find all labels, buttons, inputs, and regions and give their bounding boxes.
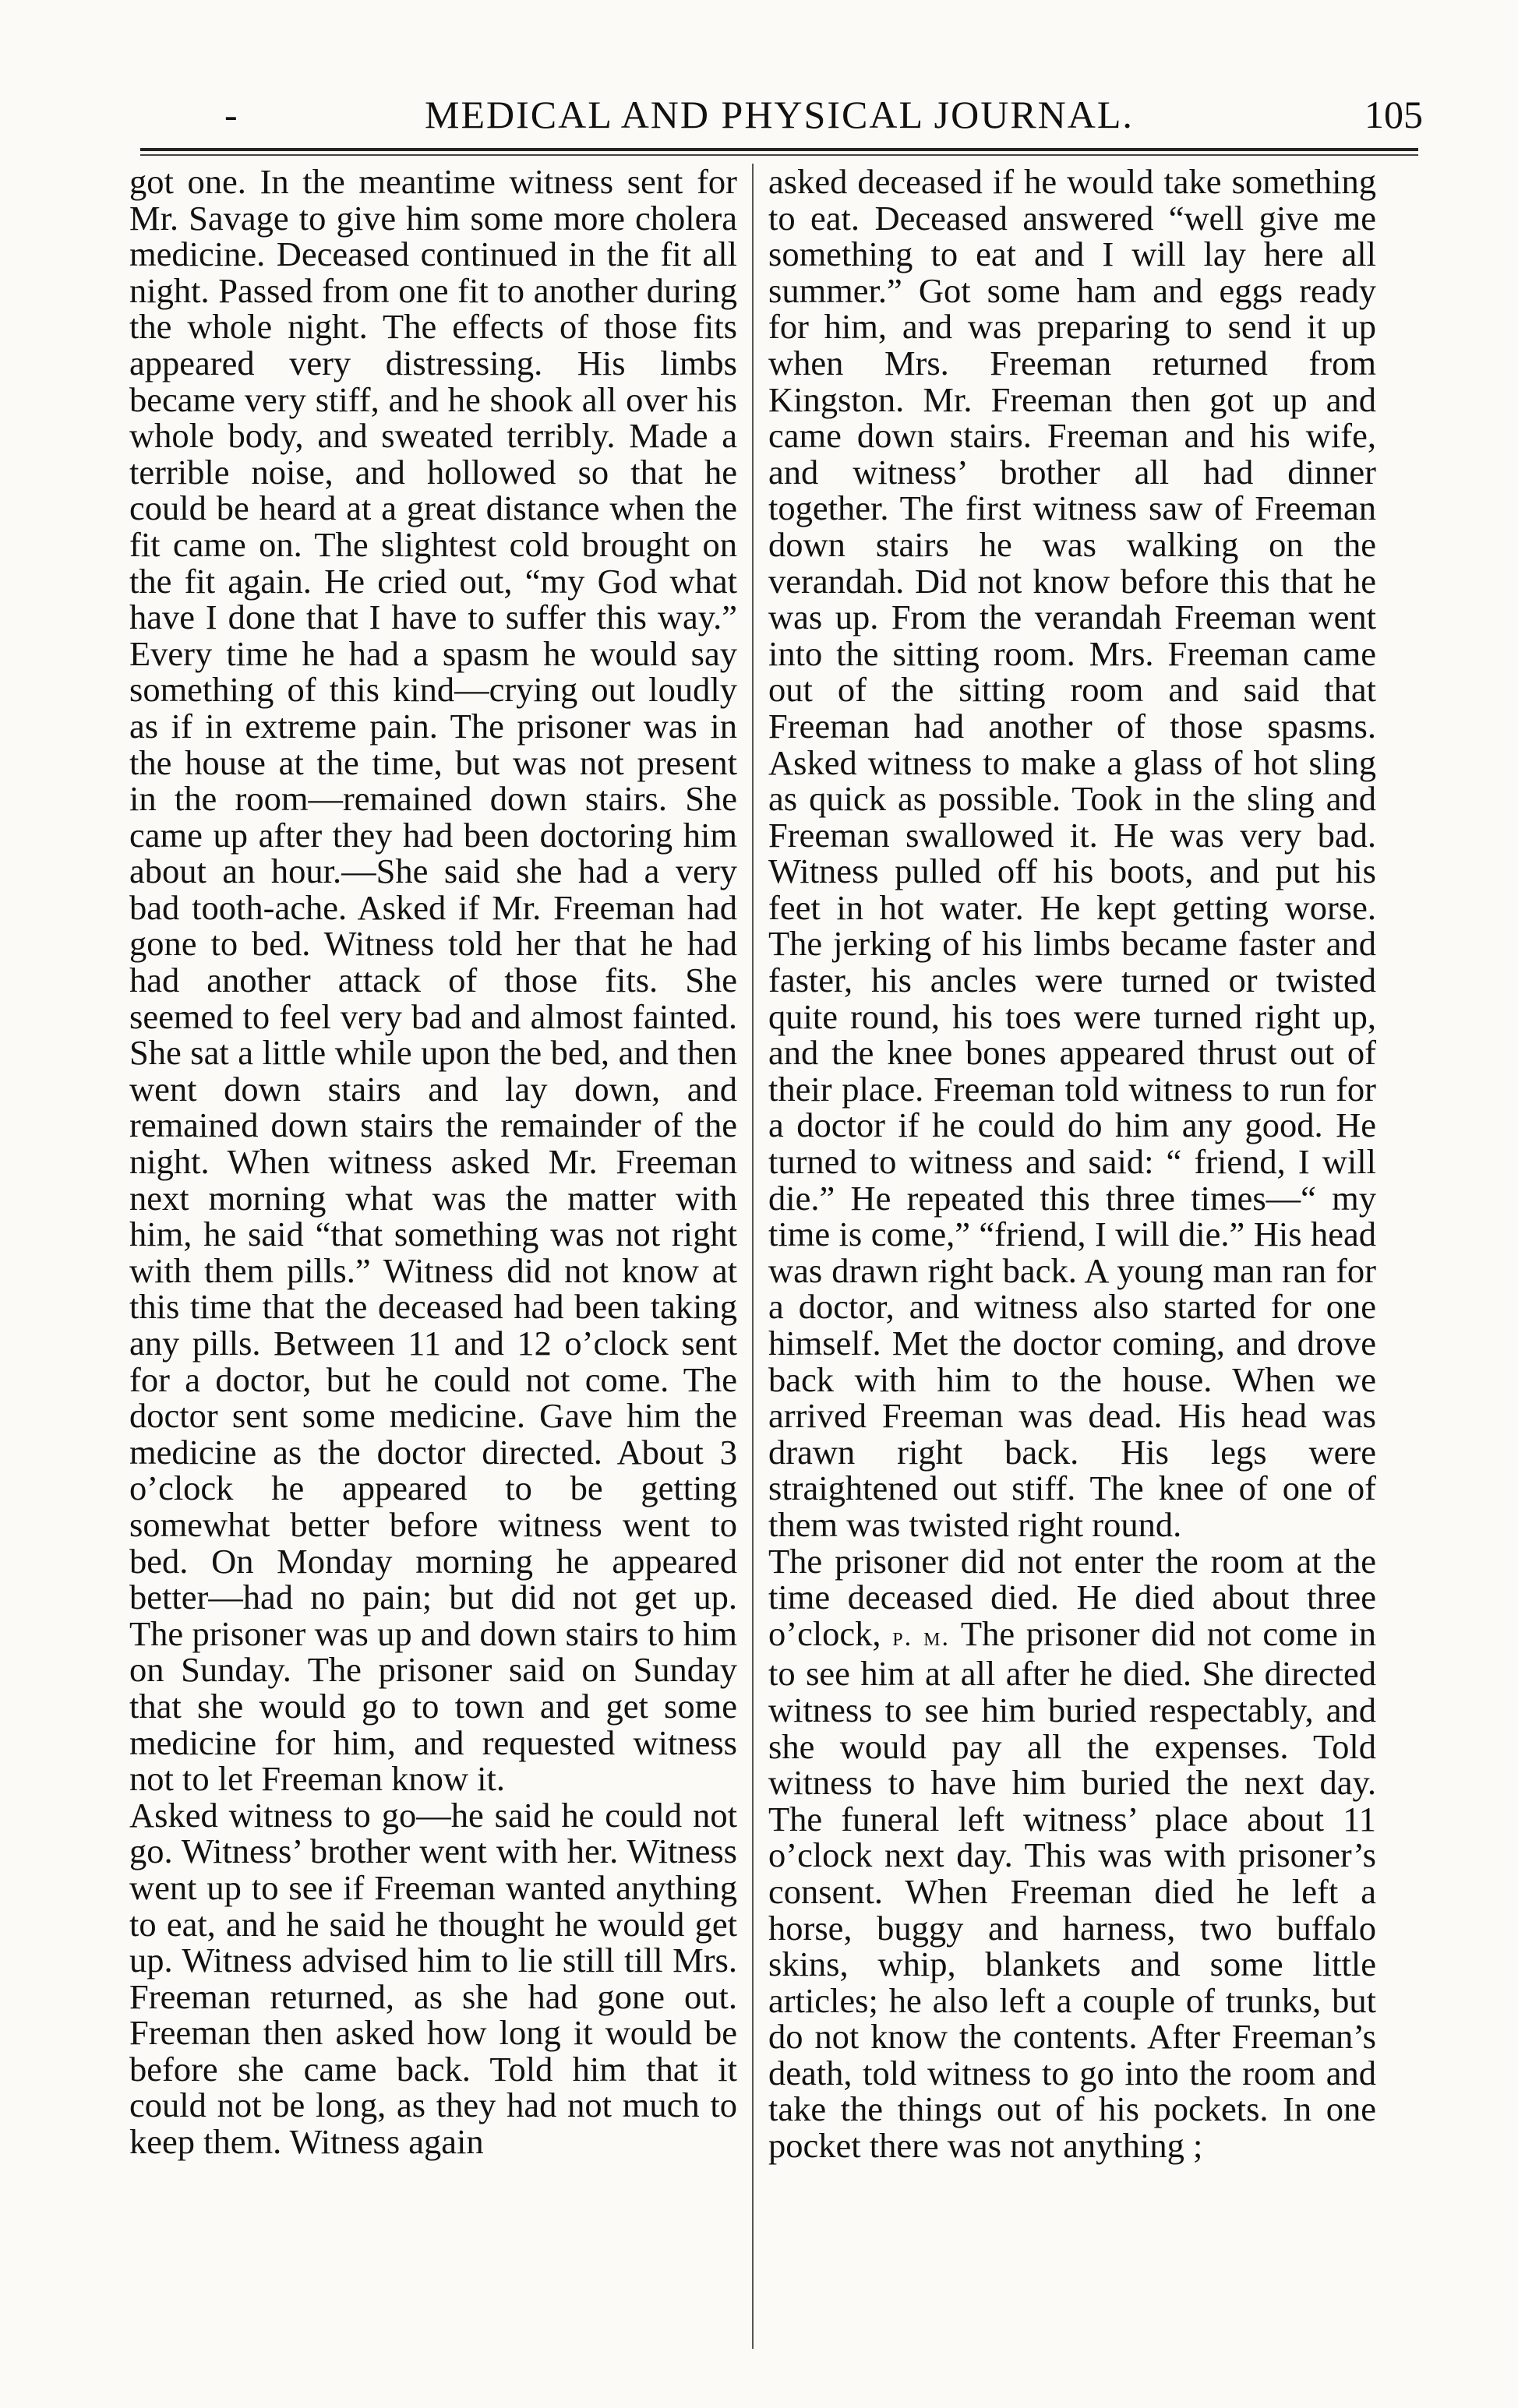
header-dash: - (224, 93, 238, 136)
right-paragraph-2-end: The prisoner did not come in to see him at all after he died. She directed witness to see him buried respectably, and she would pay all the expenses. Told witness to have him buried the next day. The funeral left witness’ place about 11 o’clock next day. This was with prisoner’s consent. When Freeman died he left a horse, buggy and harness, two buffalo skins, whip, blankets and some little articles; he also left a couple of trunks, but do not know the contents. After Freeman’s death, told witness to go into the room and take the things out of his pockets. In one pocket there was not anything ; (768, 1613, 1377, 2166)
header-rule-thin (140, 154, 1418, 156)
left-paragraph-2: Asked witness to go—he said he could not go. Witness’ brother went with her. Witness went up to see if Freeman wanted anything to eat, and he said he thought he would get up. Witness advised him to lie still till Mrs. Freeman returned, as she had gone out. Freeman then asked how long it would be before she came back. Told him that it could not be long, as they had not much to keep them. Witness again (129, 1795, 737, 2162)
running-header (140, 92, 1423, 146)
right-paragraph-1: asked deceased if he would take something to eat. Deceased answered “well give me something to eat and I will lay here all summer.” Got some ham and eggs ready for him, and was preparing to send it up when Mrs. Freeman returned from Kingston. Mr. Freeman then got up and came down stairs. Freeman and his wife, and witness’ brother all had dinner together. The first witness saw of Freeman down stairs he was walking on the verandah. Did not know before this that he was up. From the verandah Freeman went into the sitting room. Mrs. Freeman came out of the sitting room and said that Freeman had another of those spasms. Asked witness to make a glass of hot sling as quick as possible. Took in the sling and Freeman swallowed it. He was very bad. Witness pulled off his boots, and put his feet in hot water. He kept getting worse. The jerking of his limbs became faster and faster, his ancles were turned or twisted quite round, his toes were turned right up, and the knee bones appeared thrust out of their place. Freeman told witness to run for a doctor if he could do him any good. He turned to witness and said: “ friend, I will die.” He repeated this three times—“ my time is come,” “friend, I will die.” His head was drawn right back. A young man ran for a doctor, and witness also started for one himself. Met the doctor coming, and drove back with him to the house. When we arrived Freeman was dead. His head was drawn right back. His legs were straightened out stiff. The knee of one of them was twisted right round. (768, 162, 1376, 1544)
left-paragraph-1: got one. In the meantime witness sent for Mr. Savage to give him some more cholera medicine. Deceased continued in the fit all night. Passed from one fit to another during the whole night. The effects of those fits appeared very distressing. His limbs became very stiff, and he shook all over his whole body, and sweated terribly. Made a terrible noise, and hollowed so that he could be heard at a great distance when the fit came on. The slightest cold brought on the fit again. He cried out, “my God what have I done that I have to suffer this way.” Every time he had a spasm he would say something of this kind—crying out loudly as if in extreme pain. The prisoner was in the house at the time, but was not present in the room—remained down stairs. She came up after they had been doctoring him about an hour.—She said she had a very bad tooth-ache. Asked if Mr. Freeman had gone to bed. Witness told her that he had had another attack of those fits. She seemed to feel very bad and almost fainted. She sat a little while upon the bed, and then went down stairs and lay down, and remained down stairs the remainder of the night. When witness asked Mr. Freeman next morning what was the matter with him, he said “that something was not right with them pills.” Witness did not know at this time that the deceased had been taking any pills. Between 11 and 12 o’clock sent for a doctor, but he could not come. The doctor sent some medicine. Gave him the medicine as the doctor directed. About 3 o’clock he appeared to be getting somewhat better before witness went to bed. On Monday morning he appeared better—had no pain; but did not get up. The prisoner was up and down stairs to him on Sunday. The prisoner said on Sunday that she would go to town and get some medicine for him, and requested witness not to let Freeman know it. (129, 162, 737, 1799)
page-number: 105 (1364, 93, 1423, 136)
pm-abbreviation: p. m. (892, 1622, 950, 1652)
journal-title: MEDICAL AND PHYSICAL JOURNAL. (425, 93, 1134, 136)
right-paragraph-2 (768, 1543, 1376, 2164)
header-rule-thick (140, 148, 1418, 151)
right-paragraph-2-start: The prisoner did not enter the room at the time deceased died. He died about three o’clock, (768, 1541, 1376, 1653)
column-divider (752, 164, 754, 2349)
left-column (129, 164, 737, 2160)
right-column (768, 164, 1376, 2164)
